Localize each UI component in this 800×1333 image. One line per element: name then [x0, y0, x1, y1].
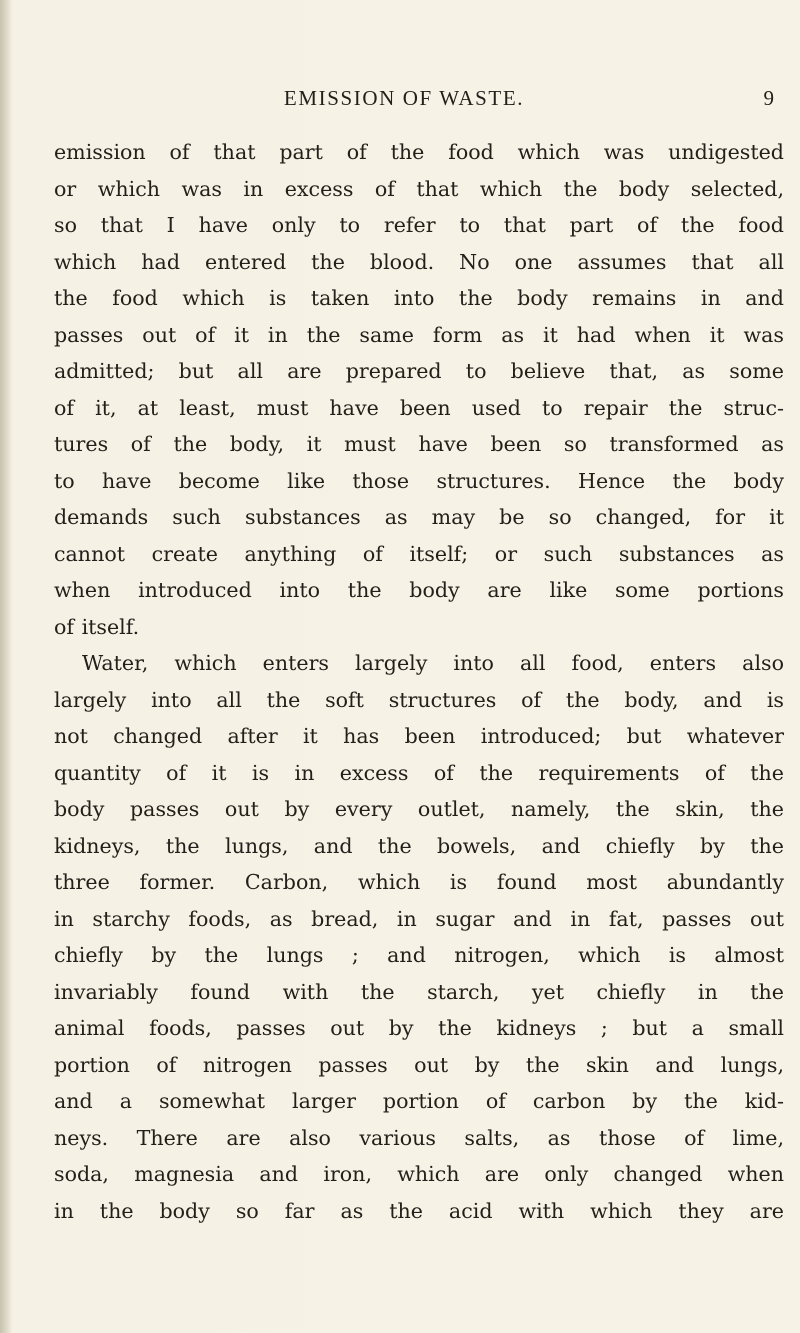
text-line: cannot create anything of itself; or such substances as — [54, 541, 784, 566]
text-line: or which was in excess of that which the body selected, — [54, 176, 784, 201]
text-line: when introduced into the body are like some portions — [54, 578, 784, 602]
text-line: emission of that part of the food which was undigested — [54, 140, 784, 164]
text-line: in starchy foods, as bread, in sugar and in fat, passes out — [54, 906, 784, 931]
text-line: invariably found with the starch, yet chiefly in the — [54, 979, 784, 1004]
text-line: of it, at least, must have been used to repair the struc- — [54, 395, 784, 420]
text-line: neys. There are also various salts, as those of lime, — [54, 1125, 784, 1150]
paragraph-first-line: Water, which enters largely into all food, enters also — [82, 651, 784, 675]
running-head: EMISSION OF WASTE. — [283, 86, 525, 110]
text-line: passes out of it in the same form as it had when it was — [54, 322, 784, 347]
text-line: tures of the body, it must have been so transformed as — [54, 432, 784, 456]
text-line: soda, magnesia and iron, which are only changed when — [54, 1162, 784, 1186]
text-line: admitted; but all are prepared to believe that, as some — [54, 359, 784, 383]
text-line: in the body so far as the acid with which they are — [54, 1198, 784, 1223]
text-line: not changed after it has been introduced; but whatever — [54, 724, 784, 748]
text-line: kidneys, the lungs, and the bowels, and chiefly by the — [54, 833, 784, 858]
text-line: to have become like those structures. Hence the body — [54, 468, 784, 493]
text-line: body passes out by every outlet, namely, the skin, the — [54, 797, 784, 821]
gutter-shadow — [0, 0, 12, 1333]
page-number: 9 — [763, 86, 774, 110]
text-line: chiefly by the lungs ; and nitrogen, which is almost — [54, 943, 784, 967]
text-line: largely into all the soft structures of the body, and is — [54, 687, 784, 712]
text-line: portion of nitrogen passes out by the skin and lungs, — [54, 1052, 784, 1077]
text-line: the food which is taken into the body remains in and — [54, 286, 784, 310]
body-text — [54, 134, 784, 1229]
text-line: demands such substances as may be so changed, for it — [54, 505, 784, 529]
text-line: which had entered the blood. No one assumes that all — [54, 249, 784, 274]
text-line: three former. Carbon, which is found most abundantly — [54, 870, 784, 894]
paragraph-end-line: of itself. — [54, 614, 140, 639]
text-line: quantity of it is in excess of the requirements of the — [54, 760, 784, 785]
text-line: so that I have only to refer to that part of the food — [54, 213, 784, 237]
text-line: and a somewhat larger portion of carbon by the kid- — [54, 1089, 784, 1113]
text-line: animal foods, passes out by the kidneys ; but a small — [54, 1016, 784, 1040]
